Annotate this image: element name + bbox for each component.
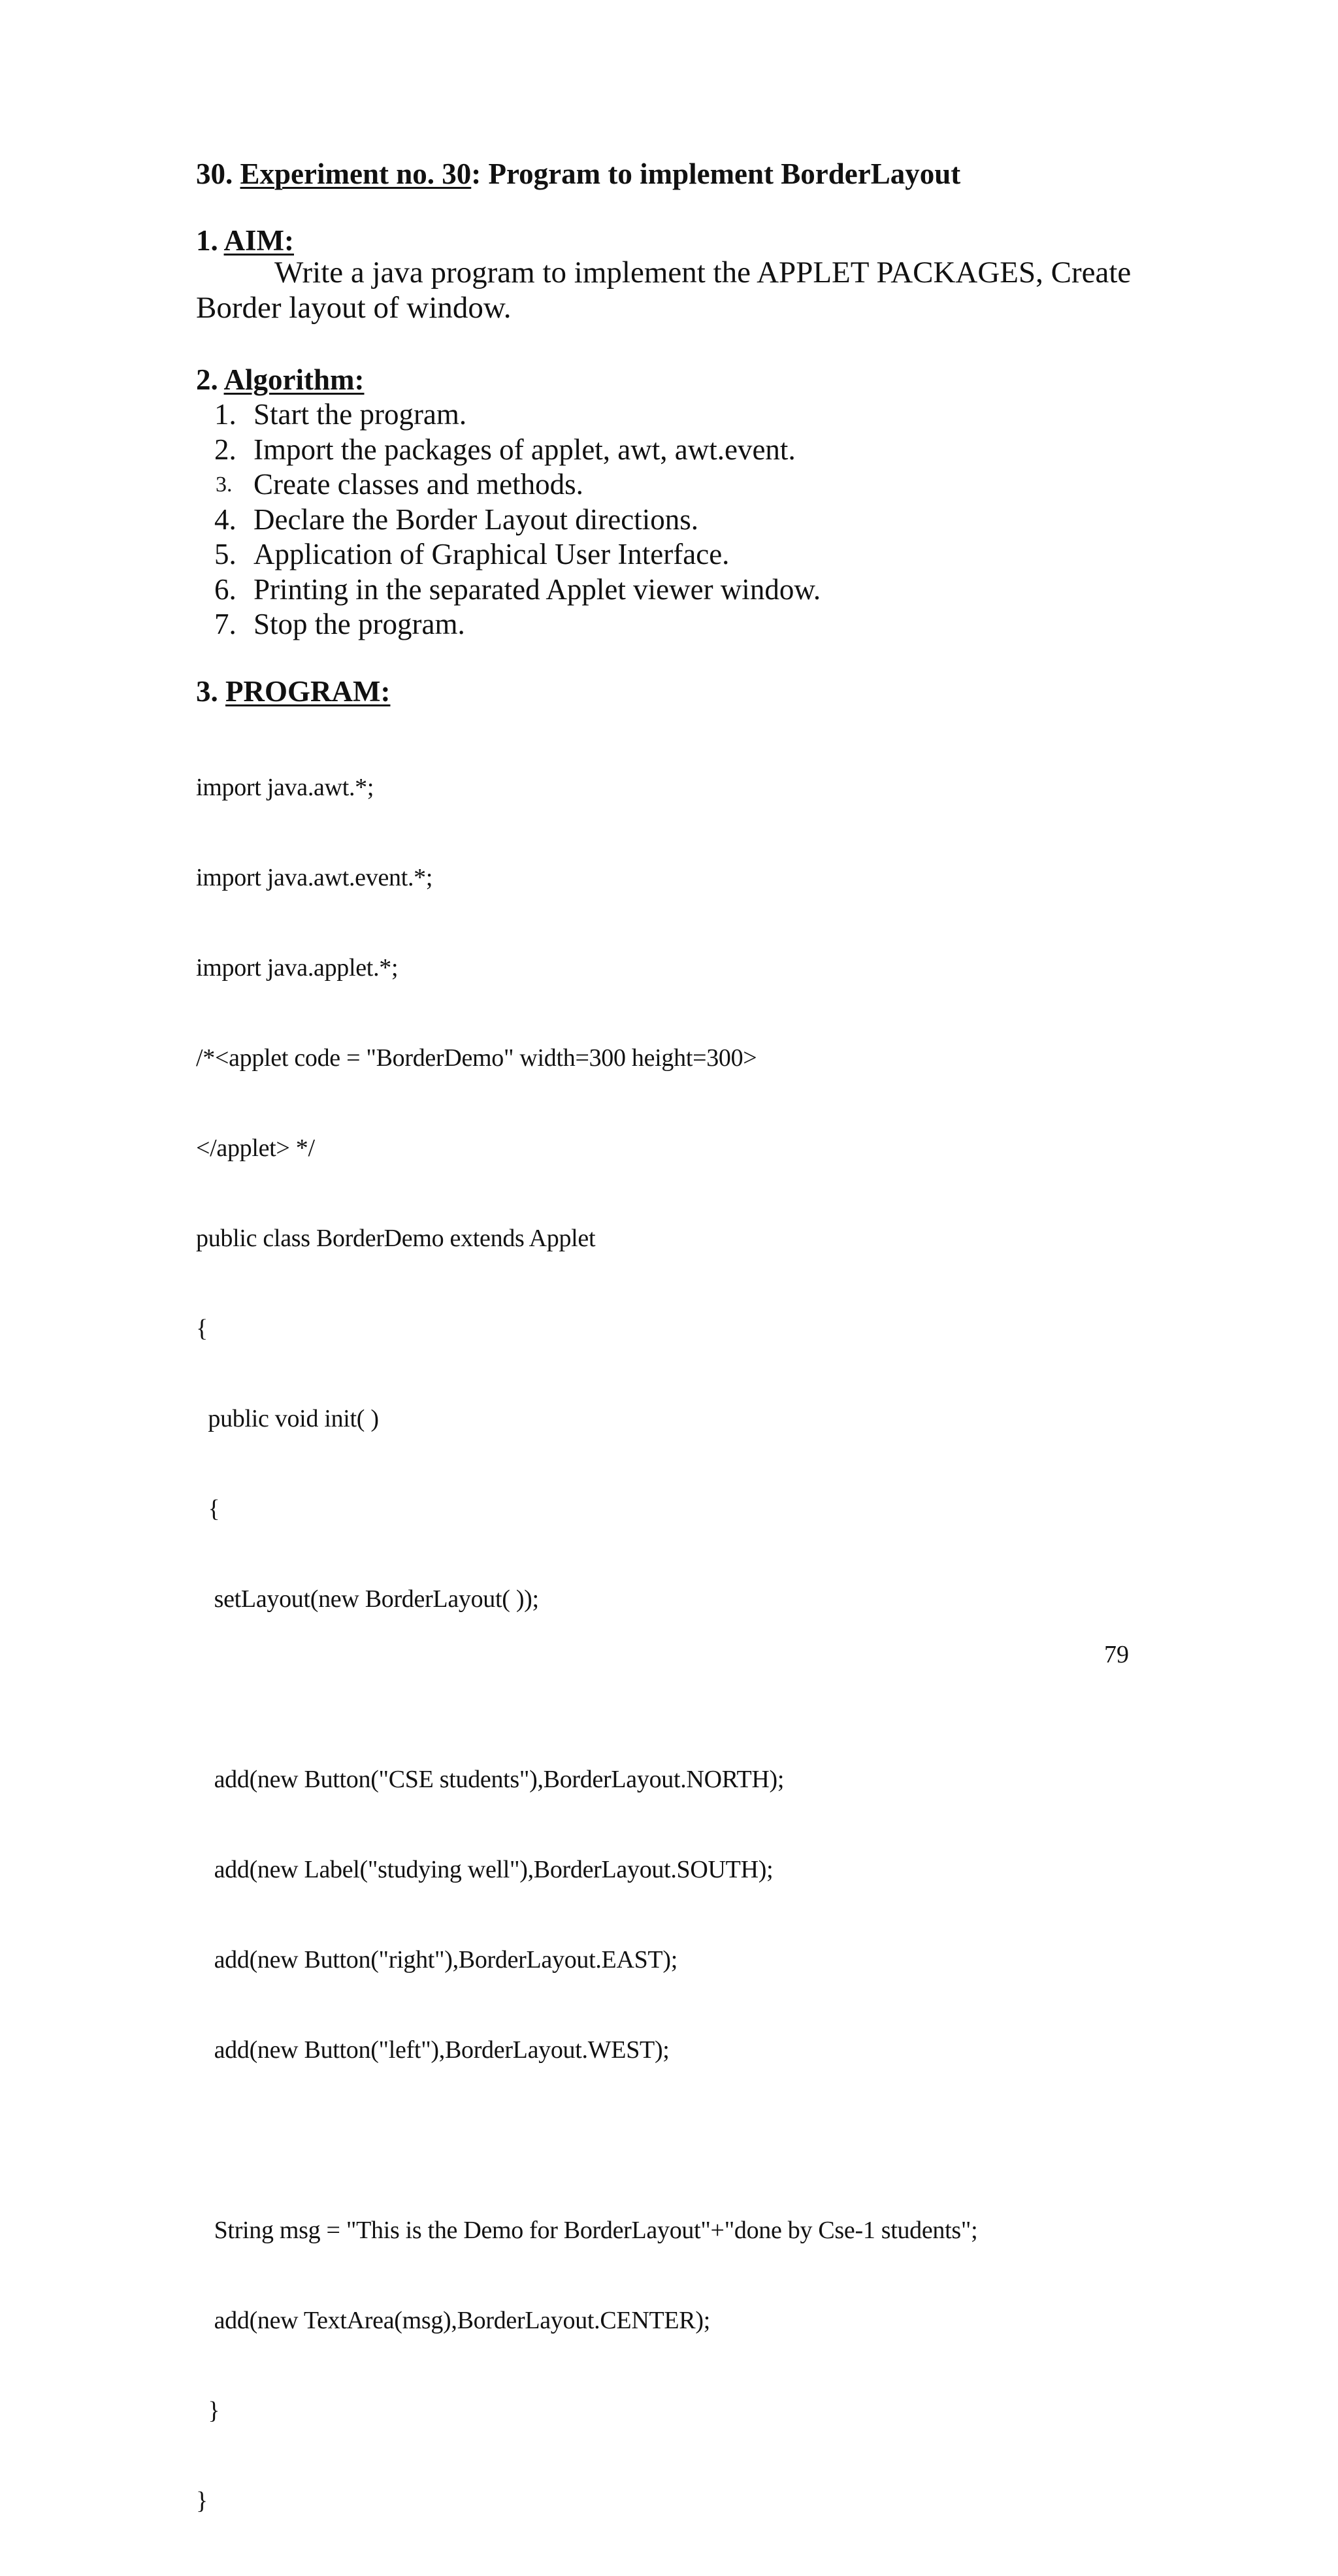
page-number: 79 bbox=[1104, 1641, 1129, 1668]
step-number: 7. bbox=[214, 608, 237, 640]
code-line: public void init( ) bbox=[196, 1405, 379, 1432]
title-rest: : Program to implement BorderLayout bbox=[471, 157, 961, 190]
step-text: Application of Graphical User Interface. bbox=[253, 538, 730, 570]
step-text: Import the packages of applet, awt, awt.event. bbox=[253, 433, 796, 466]
program-heading bbox=[196, 673, 390, 710]
step-text: Create classes and methods. bbox=[253, 468, 583, 501]
code-line: add(new Button("left"),BorderLayout.WEST); bbox=[196, 2036, 670, 2064]
title-number: 30. bbox=[196, 157, 233, 190]
code-line: { bbox=[196, 1315, 208, 1342]
aim-line-2: Border layout of window. bbox=[196, 291, 512, 325]
code-line: add(new Button("right"),BorderLayout.EAST); bbox=[196, 1946, 677, 1973]
algorithm-step bbox=[196, 503, 821, 538]
code-line: } bbox=[196, 2397, 220, 2424]
step-text: Declare the Border Layout directions. bbox=[253, 503, 698, 536]
step-number: 1. bbox=[214, 398, 237, 431]
algorithm-number: 2. bbox=[196, 363, 218, 396]
title-experiment: Experiment no. 30 bbox=[240, 157, 472, 190]
code-line: public class BorderDemo extends Applet bbox=[196, 1225, 596, 1252]
aim-paragraph bbox=[196, 255, 1150, 325]
program-number: 3. bbox=[196, 675, 218, 708]
code-line: import java.awt.*; bbox=[196, 774, 374, 801]
code-line: </applet> */ bbox=[196, 1134, 315, 1162]
algorithm-label: Algorithm: bbox=[223, 363, 365, 396]
step-number: 3. bbox=[216, 472, 233, 497]
step-text: Stop the program. bbox=[253, 608, 465, 640]
aim-label: AIM: bbox=[223, 224, 294, 257]
aim-heading bbox=[196, 222, 294, 259]
code-line: String msg = "This is the Demo for BorderLayout"+"done by Cse-1 students"; bbox=[196, 2217, 978, 2244]
algorithm-step bbox=[196, 537, 821, 572]
step-text: Start the program. bbox=[253, 398, 467, 431]
program-label: PROGRAM: bbox=[225, 675, 391, 708]
code-line: { bbox=[196, 1495, 220, 1523]
experiment-title bbox=[196, 156, 960, 192]
step-number: 2. bbox=[214, 433, 237, 466]
algorithm-step bbox=[196, 433, 821, 468]
algorithm-step bbox=[196, 467, 821, 503]
step-text: Printing in the separated Applet viewer window. bbox=[253, 572, 821, 606]
aim-line-1: Write a java program to implement the APPLET PACKAGES, Create bbox=[274, 256, 1132, 289]
algorithm-step bbox=[196, 572, 821, 608]
code-line: add(new TextArea(msg),BorderLayout.CENTER); bbox=[196, 2307, 710, 2334]
code-line bbox=[196, 1674, 977, 1704]
program-code bbox=[196, 712, 977, 2576]
aim-number: 1. bbox=[196, 224, 218, 257]
code-line: add(new Label("studying well"),BorderLayout.SOUTH); bbox=[196, 1856, 774, 1883]
step-number: 6. bbox=[214, 572, 237, 606]
algorithm-heading bbox=[196, 361, 365, 398]
code-line: } bbox=[196, 2487, 208, 2515]
code-line: add(new Button("CSE students"),BorderLayout.NORTH); bbox=[196, 1766, 785, 1793]
code-line: /*<applet code = "BorderDemo" width=300 height=300> bbox=[196, 1044, 757, 1072]
code-line bbox=[196, 2125, 977, 2155]
algorithm-step bbox=[196, 397, 821, 433]
code-line: setLayout(new BorderLayout( )); bbox=[196, 1585, 539, 1613]
algorithm-step bbox=[196, 607, 821, 642]
algorithm-steps bbox=[196, 397, 821, 642]
code-line: import java.awt.event.*; bbox=[196, 864, 433, 891]
step-number: 5. bbox=[214, 538, 237, 570]
code-line: import java.applet.*; bbox=[196, 954, 399, 982]
step-number: 4. bbox=[214, 503, 237, 536]
